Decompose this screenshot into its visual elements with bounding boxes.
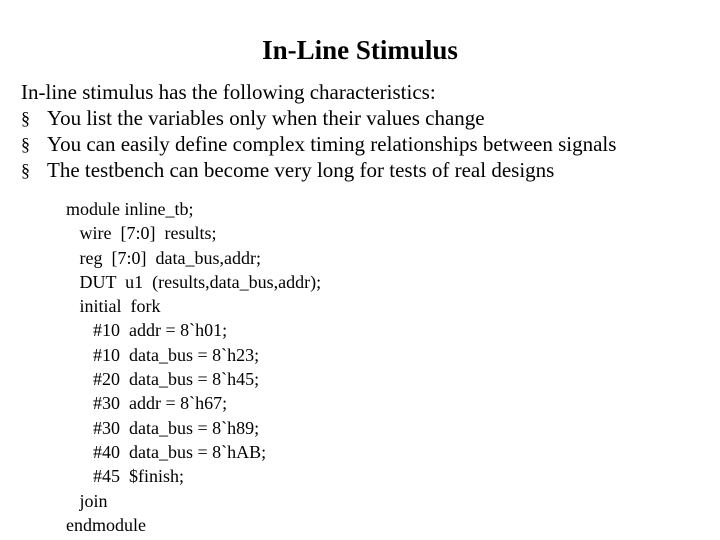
list-item <box>21 105 616 131</box>
code-line: #10 data_bus = 8`h23; <box>66 344 260 365</box>
code-block <box>66 197 321 537</box>
code-line: #40 data_bus = 8`hAB; <box>66 441 267 462</box>
bullet-text: You can easily define complex timing relationships between signals <box>47 132 617 156</box>
list-item <box>21 157 616 183</box>
bullet-text: The testbench can become very long for tests of real designs <box>47 158 555 182</box>
list-item <box>21 131 616 157</box>
bullet-marker: § <box>21 108 30 128</box>
code-line: reg [7:0] data_bus,addr; <box>66 247 261 268</box>
code-line: #45 $finish; <box>66 466 185 487</box>
code-line: #30 data_bus = 8`h89; <box>66 417 260 438</box>
code-line: join <box>66 490 108 511</box>
code-line: module inline_tb; <box>66 199 194 219</box>
bullet-text: You list the variables only when their values change <box>47 106 485 130</box>
code-line: #20 data_bus = 8`h45; <box>66 369 260 390</box>
slide-title: In-Line Stimulus <box>262 35 458 65</box>
code-line: DUT u1 (results,data_bus,addr); <box>66 271 322 292</box>
code-line: initial fork <box>66 296 161 317</box>
code-line: #10 addr = 8`h01; <box>66 320 228 341</box>
characteristics-list <box>21 105 616 183</box>
bullet-marker: § <box>21 134 30 154</box>
intro-text: In-line stimulus has the following characteristics: <box>21 80 436 104</box>
code-line: #30 addr = 8`h67; <box>66 393 228 414</box>
bullet-marker: § <box>21 160 30 180</box>
code-line: wire [7:0] results; <box>66 223 217 244</box>
code-line: endmodule <box>66 514 146 535</box>
